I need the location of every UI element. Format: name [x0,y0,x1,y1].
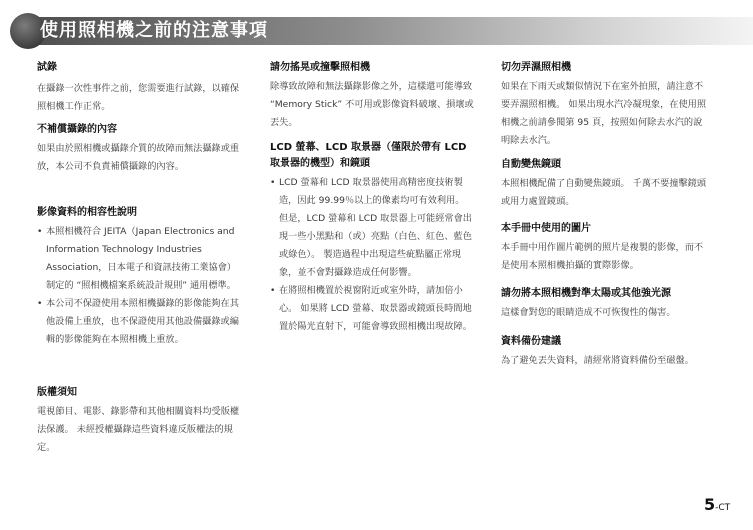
title-banner [0,12,753,50]
page-number-value: 5 [704,495,716,514]
section-text: 這樣會對您的眼睛造成不可恢復性的傷害。 [501,307,676,318]
section-no-compensation [37,122,242,176]
section-shake [270,60,475,132]
section-heading: 本手冊中使用的圖片 [501,223,591,234]
section-backup [501,334,707,370]
section-text: 電視節目、電影、錄影帶和其他相關資料均受版權法保護。 未經授權攝錄這些資料違反版權法的規定。 [37,406,240,453]
section-text: 本手冊中用作圖片範例的照片是複製的影像，而不是使用本照相機拍攝的實際影像。 [501,242,704,271]
section-heading: 資料備份建議 [501,336,561,347]
section-compatibility [37,205,242,349]
section-text: 本照相機配備了自動變焦鏡頭。 千萬不要撞擊鏡頭或用力處置鏡頭。 [501,178,707,207]
section-heading: 不補償攝錄的內容 [37,124,117,135]
section-heading: 自動變焦鏡頭 [501,159,561,170]
section-wet [501,60,707,150]
section-heading: 請勿搖晃或撞擊照相機 [270,62,370,73]
section-copyright [37,385,242,457]
section-text: 如果在下雨天或類似情況下在室外拍照，請注意不要弄濕照相機。 如果出現水汽冷凝現象，在使用照相機之前請參閱第 95 頁，按照如何除去水汽的說明除去水汽。 [501,81,707,146]
section-heading: 切勿弄濕照相機 [501,62,571,73]
list-item: • 本公司不保證使用本照相機攝錄的影像能夠在其他設備上重放，也不保證使用其他設備攝錄或編輯的影像能夠在本照相機上重放。 [37,295,242,349]
section-text: 在攝錄一次性事件之前，您需要進行試錄，以確保照相機工作正常。 [37,83,240,112]
section-autofocus [501,157,707,211]
section-heading: LCD 螢幕、LCD 取景器（僅限於帶有 LCD 取景器的機型）和鏡頭 [270,142,467,169]
section-manual-images [501,221,707,275]
section-sun-warning [501,286,707,322]
bullet-list [37,223,242,349]
page-title: 使用照相機之前的注意事項 [40,20,268,41]
section-text: 為了避免丟失資料，請經常將資料備份至磁盤。 [501,355,694,366]
bullet-list [270,174,475,336]
section-lcd [270,140,475,336]
section-heading: 請勿將本照相機對準太陽或其他強光源 [501,288,671,299]
list-item: • 本照相機符合 JEITA（Japan Electronics and Information Technology Industries Association，日本電子和資訊技術工業協會）制定的 “照相機檔案系統設計規則” 通用標準。 [37,223,242,295]
section-trial [37,60,242,116]
page-number [704,495,730,514]
section-text: 除導致故障和無法攝錄影像之外，這樣還可能導致 “Memory Stick” 不可用或影像資料破壞、損壞或丟失。 [270,81,474,128]
list-item: • LCD 螢幕和 LCD 取景器使用高精密度技術製造，因此 99.99％以上的像素均可有效利用。 但是，LCD 螢幕和 LCD 取景器上可能經常會出現一些小黑點和（或）亮點（白色、紅色、藍色或綠色）。 製造過程中出現這些疵點屬正常現象，並不會對攝錄造成任何影響。 [270,174,475,282]
section-heading: 版權須知 [37,387,77,398]
section-text: 如果由於照相機或攝錄介質的故障而無法攝錄或重放，本公司不負責補償攝錄的內容。 [37,143,240,172]
page-number-suffix: -CT [715,503,731,513]
section-heading: 影像資料的相容性說明 [37,207,137,218]
list-item: • 在將照相機置於視窗附近或室外時，請加倍小心。 如果將 LCD 螢幕、取景器或鏡頭長時間地置於陽光直射下，可能會導致照相機出現故障。 [270,282,475,336]
section-heading: 試錄 [37,62,57,73]
